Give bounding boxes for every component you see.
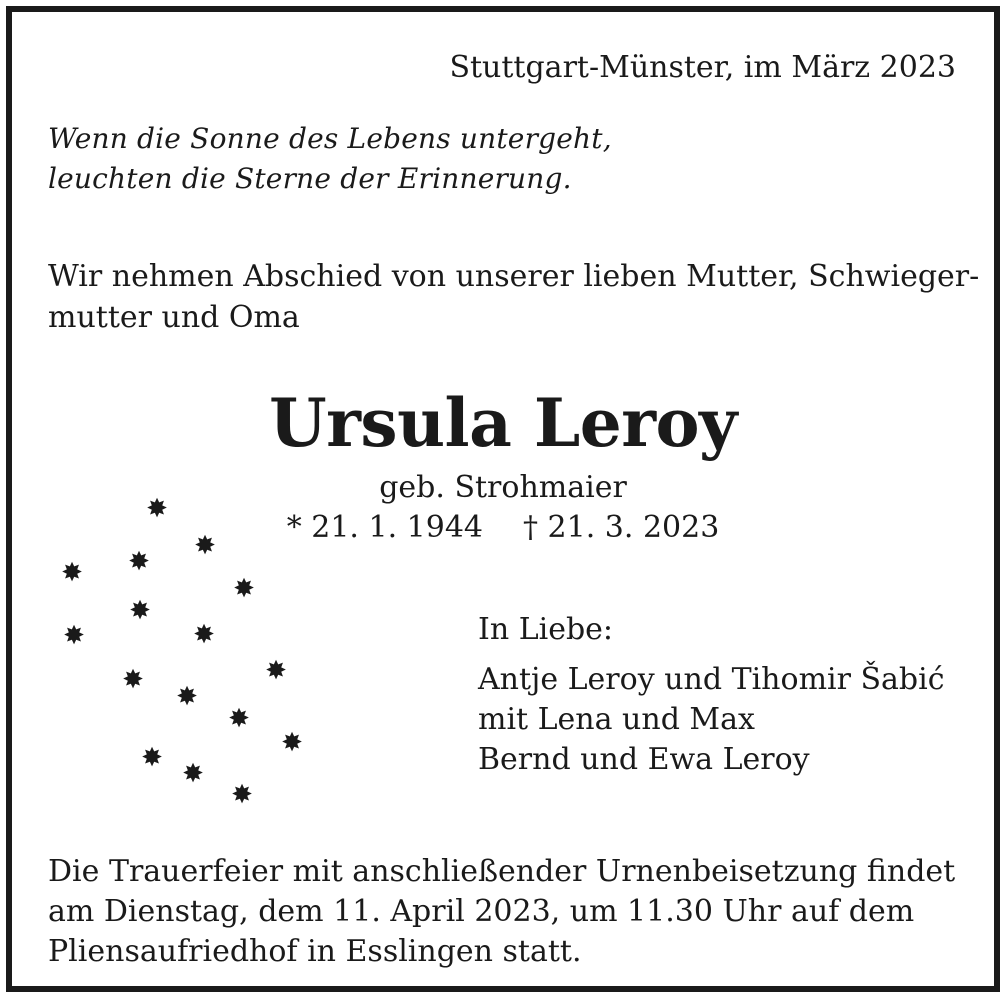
star-icon: ✸ [281, 728, 303, 758]
star-icon: ✸ [228, 704, 250, 734]
star-icon: ✸ [193, 620, 215, 650]
death-date: † 21. 3. 2023 [523, 510, 720, 545]
mourner-line-3: Bernd und Ewa Leroy [478, 742, 810, 777]
star-icon: ✸ [146, 494, 168, 524]
star-icon: ✸ [194, 531, 216, 561]
star-icon: ✸ [63, 621, 85, 651]
motto-line-1: Wenn die Sonne des Lebens untergeht, [48, 122, 612, 155]
star-icon: ✸ [122, 665, 144, 695]
mourners-heading: In Liebe: [478, 612, 614, 647]
ceremony-line-2: am Dienstag, dem 11. April 2023, um 11.30 Uhr auf dem [48, 894, 915, 929]
intro-line-2: mutter und Oma [48, 300, 300, 335]
star-icon: ✸ [129, 596, 151, 626]
star-icon: ✸ [141, 743, 163, 773]
birth-name: geb. Strohmaier [379, 470, 627, 505]
star-icon: ✸ [182, 759, 204, 789]
birth-date: * 21. 1. 1944 [286, 510, 483, 545]
place-date: Stuttgart-Münster, im März 2023 [449, 50, 956, 85]
star-icon: ✸ [231, 780, 253, 810]
star-icon: ✸ [61, 558, 83, 588]
ceremony-line-3: Pliensaufriedhof in Esslingen statt. [48, 934, 582, 969]
star-icon: ✸ [176, 682, 198, 712]
obituary-notice [6, 6, 1000, 992]
mourner-line-2: mit Lena und Max [478, 702, 755, 737]
motto-line-2: leuchten die Sterne der Erinnerung. [48, 162, 572, 195]
intro-line-1: Wir nehmen Abschied von unserer lieben Mutter, Schwieger- [48, 259, 980, 294]
star-icon: ✸ [128, 547, 150, 577]
ceremony-line-1: Die Trauerfeier mit anschließender Urnenbeisetzung findet [48, 854, 956, 889]
deceased-name: Ursula Leroy [269, 384, 737, 462]
star-icon: ✸ [265, 656, 287, 686]
mourner-line-1: Antje Leroy und Tihomir Šabić [478, 662, 945, 697]
star-icon: ✸ [233, 574, 255, 604]
